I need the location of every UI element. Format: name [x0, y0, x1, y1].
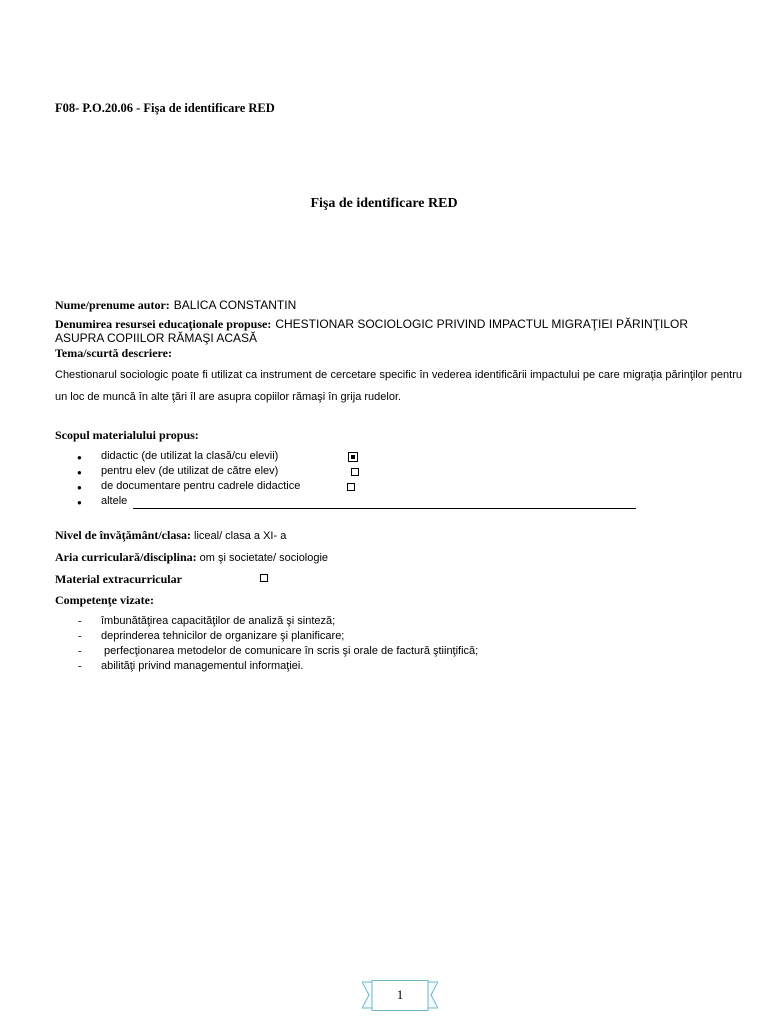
level-value: liceal/ clasa a XI- a [194, 530, 287, 542]
dash-marker: - [78, 630, 82, 642]
scope-label: Scopul materialului propus: [55, 428, 199, 442]
competences-label: Competenţe vizate: [55, 593, 154, 607]
resource-row [55, 317, 745, 345]
scope-item-didactic: didactic (de utilizat la clasă/cu elevii) [101, 450, 279, 462]
theme-label: Tema/scurtă descriere: [55, 346, 172, 360]
checkbox-documentare[interactable] [347, 483, 355, 491]
bullet-icon: ● [77, 498, 82, 507]
level-row [55, 528, 286, 543]
competence-item: îmbunătăţirea capacităţilor de analiză şi sinteză; [101, 615, 336, 627]
document-code: F08- P.O.20.06 - Fişa de identificare RED [55, 101, 275, 115]
dash-marker: - [78, 660, 82, 672]
page-title: Fişa de identificare RED [310, 196, 458, 211]
checkbox-didactic[interactable] [348, 452, 358, 462]
level-label: Nivel de învăţământ/clasa: [55, 528, 191, 542]
resource-value-line1: CHESTIONAR SOCIOLOGIC PRIVIND IMPACTUL MIGRAŢIEI PĂRINŢILOR [275, 317, 689, 331]
scope-item-altele: altele [101, 495, 128, 507]
area-label: Aria curriculară/disciplina: [55, 550, 197, 564]
area-row [55, 550, 328, 565]
bullet-icon: ● [77, 483, 82, 492]
resource-label: Denumirea resursei educaţionale propuse: [55, 317, 272, 331]
scope-item-documentare: de documentare pentru cadrele didactice [101, 480, 301, 492]
author-label: Nume/prenume autor: [55, 298, 170, 312]
checkbox-elev[interactable] [351, 468, 359, 476]
resource-value-line2: ASUPRA COPIILOR RĂMAŞI ACASĂ [55, 331, 258, 345]
dash-marker: - [78, 645, 82, 657]
bullet-icon: ● [77, 468, 82, 477]
bullet-icon: ● [77, 453, 82, 462]
competence-item: abilităţi privind managementul informaţiei. [101, 660, 304, 672]
dash-marker: - [78, 615, 82, 627]
competence-item: perfecţionarea metodelor de comunicare în scris şi orale de factură ştiinţifică; [101, 645, 479, 657]
scope-item-elev: pentru elev (de utilizat de către elev) [101, 465, 279, 477]
competence-item: deprinderea tehnicilor de organizare şi planificare; [101, 630, 345, 642]
author-row [55, 296, 296, 314]
page-number-ribbon [362, 980, 438, 1012]
theme-description: Chestionarul sociologic poate fi utilizat ca instrument de cercetare specific în vederea identificării impactului pe care migraţia părinţilor pentru un loc de muncă în alte ţări îl are asupra copiilor rămaşi în grija rudelor. [55, 369, 742, 403]
area-value: om şi societate/ sociologie [199, 552, 329, 564]
checkbox-extracurricular[interactable] [260, 574, 268, 582]
altele-fill-line[interactable] [133, 508, 636, 509]
author-value: BALICA CONSTANTIN [173, 298, 297, 312]
extracurricular-label: Material extracurricular [55, 572, 182, 586]
page-number: 1 [396, 987, 404, 1002]
